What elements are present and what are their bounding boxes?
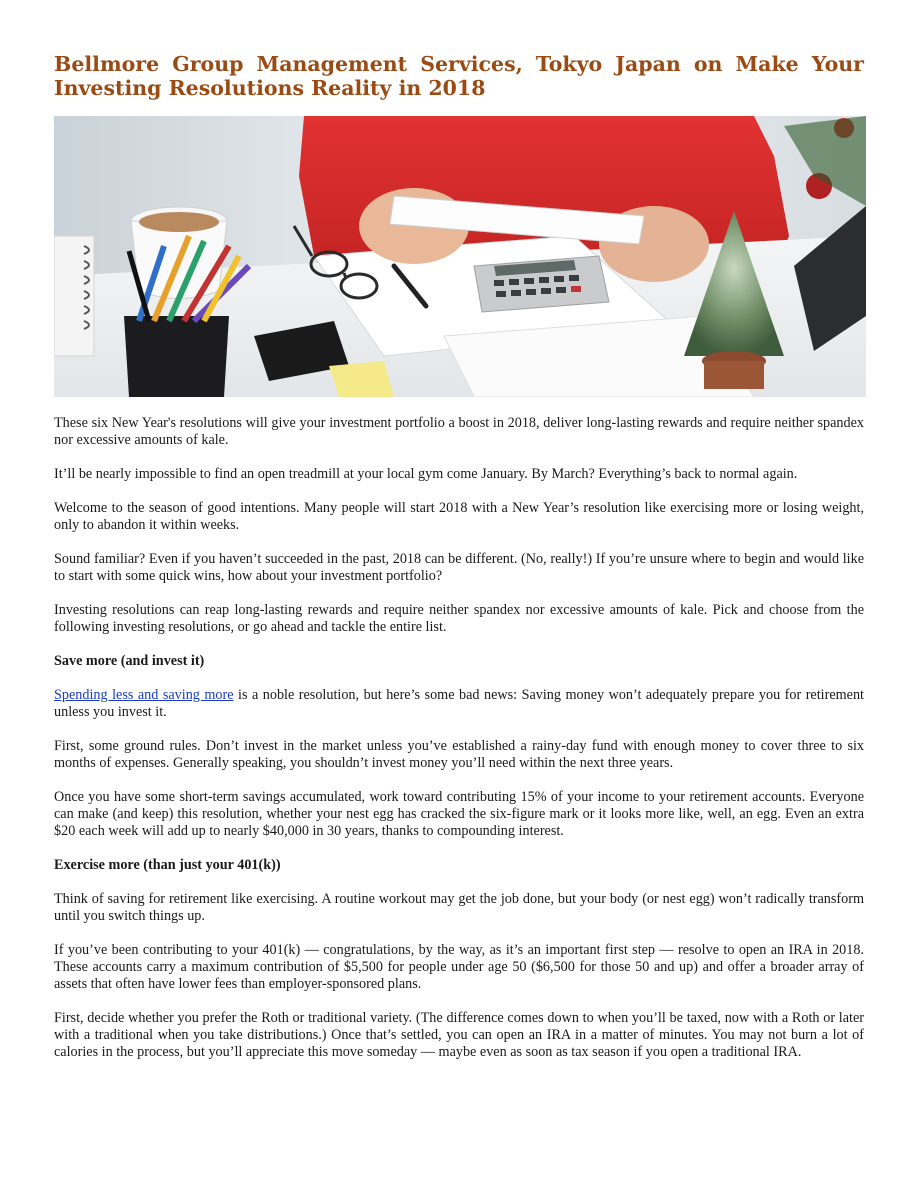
- spiral-notebook: [54, 236, 94, 356]
- paragraph-saving-like-exercising: Think of saving for retirement like exercising. A routine workout may get the job done, but your body (or nest egg) won’t radically transform until you switch things up.: [54, 891, 864, 924]
- paragraph-good-intentions: Welcome to the season of good intentions. Many people will start 2018 with a New Year’s resolution like exercising more or losing weight, only to abandon it within weeks.: [54, 500, 864, 533]
- paragraph-401k-ira: If you’ve been contributing to your 401(k) — congratulations, by the way, as it’s an important first step — resolve to open an IRA in 2018. These accounts carry a maximum contribution of $5,500 for people under age 50 ($6,500 for those 50 and up) and offer a broader array of assets that often have lower fees than employer-sponsored plans.: [54, 942, 864, 992]
- paragraph-spending-less-text: is a noble resolution, but here’s some bad news: Saving money won’t adequately prepare you for retirement unless you invest it.: [54, 687, 864, 720]
- article-title: Bellmore Group Management Services, Tokyo Japan on Make Your Investing Resolutions Reality in 2018: [54, 52, 864, 100]
- paragraph-short-term-savings: Once you have some short-term savings accumulated, work toward contributing 15% of your income to your retirement accounts. Everyone can make (and keep) this resolution, whether your nest egg has cracked the six-figure mark or it looks more like, well, an egg. Even an extra $20 each week will add up to nearly $40,000 in 30 years, thanks to compounding interest.: [54, 789, 864, 839]
- hero-illustration: [54, 116, 866, 397]
- paragraph-sound-familiar: Sound familiar? Even if you haven’t succeeded in the past, 2018 can be different. (No, really!) If you’re unsure where to begin and would like to start with some quick wins, how about your investment portfolio?: [54, 551, 864, 584]
- heading-save-more: Save more (and invest it): [54, 653, 205, 669]
- spending-less-link[interactable]: Spending less and saving more: [54, 687, 234, 703]
- paragraph-roth-traditional: First, decide whether you prefer the Roth or traditional variety. (The difference comes down to when you’ll be taxed, now with a Roth or later with a traditional when you take distributions.) Once that’s settled, you can open an IRA in a matter of minutes. You may not burn a lot of calories in the process, but you’ll appreciate this move someday — maybe even as soon as tax season if you open a traditional IRA.: [54, 1010, 864, 1060]
- document-page: [54, 52, 864, 1078]
- article-body: [54, 415, 864, 1061]
- paragraph-spending-less: [54, 687, 864, 721]
- calculator: [474, 256, 609, 312]
- paragraph-treadmill: It’ll be nearly impossible to find an open treadmill at your local gym come January. By March? Everything’s back to normal again.: [54, 466, 798, 482]
- paragraph-investing-resolutions: Investing resolutions can reap long-lasting rewards and require neither spandex nor excessive amounts of kale. Pick and choose from the following investing resolutions, or go ahead and tackle the entire list.: [54, 602, 864, 635]
- paragraph-ground-rules: First, some ground rules. Don’t invest in the market unless you’ve established a rainy-day fund with enough money to cover three to six months of expenses. Generally speaking, you shouldn’t invest money you’ll need within the next three years.: [54, 738, 864, 771]
- heading-exercise-more: Exercise more (than just your 401(k)): [54, 857, 281, 873]
- hero-image: [54, 116, 866, 397]
- paragraph-intro: These six New Year's resolutions will give your investment portfolio a boost in 2018, deliver long-lasting rewards and require neither spandex nor excessive amounts of kale.: [54, 415, 864, 448]
